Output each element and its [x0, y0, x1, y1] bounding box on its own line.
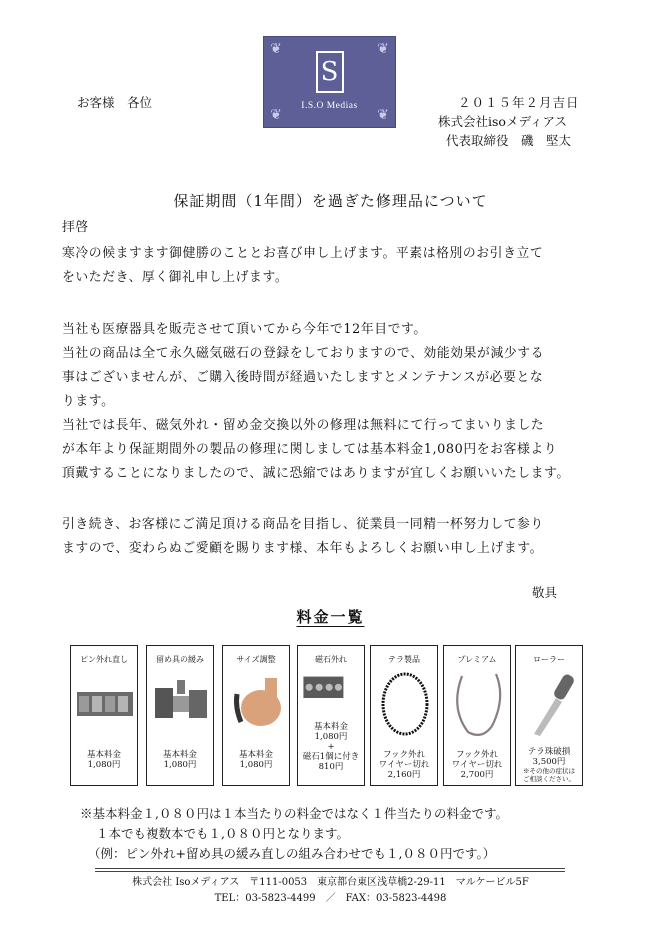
price-card [297, 645, 365, 786]
price-line: 1,080円 [314, 732, 348, 742]
black-necklace-image [375, 668, 435, 738]
card-price [223, 750, 289, 770]
clasp-image [151, 668, 211, 738]
greeting: 拝啓 [62, 220, 89, 235]
addressee: お客様 各位 [77, 95, 153, 110]
note-line: （例：ピン外れ+留め具の緩み直しの組み合わせでも１,０８０円です。） [88, 846, 496, 861]
card-label: ピン外れ直し [80, 655, 128, 664]
price-line: ※その他の症状は [523, 767, 575, 775]
note-line: １本でも複数本でも１,０８０円となります。 [96, 826, 349, 841]
card-price [371, 750, 437, 780]
body-line: 当社では長年、磁気外れ・留め金交換以外の修理は無料にて行ってまいりました [62, 418, 545, 433]
body-line: 寒冷の候ますます御健勝のこととお喜び申し上げます。平素は格別のお引き立て [62, 246, 544, 261]
price-line: + [327, 742, 335, 752]
price-line: 1,080円 [163, 760, 197, 770]
price-card [515, 645, 583, 786]
body-line: をいただき、厚く御礼申し上げます。 [62, 270, 289, 285]
price-line: フック外れ [383, 750, 425, 760]
card-price [444, 750, 510, 780]
body-line: ります。 [62, 394, 115, 409]
footer-divider [95, 871, 565, 872]
silver-necklace-image [448, 668, 508, 738]
bracelet-links-image [75, 668, 135, 738]
price-line: 基本料金 [86, 750, 121, 760]
price-card [443, 645, 511, 786]
card-label: サイズ調整 [236, 655, 276, 664]
body-line: が本年より保証期間外の製品の修理に関しましては基本料金1,080円をお客様より [62, 442, 558, 457]
price-card [370, 645, 438, 786]
price-card [222, 645, 290, 786]
price-line: テラ珠破損 [527, 747, 571, 757]
body-line: 当社の商品は全て永久磁気磁石の登録をしておりますので、効能効果が減少する [62, 346, 545, 361]
card-label: ローラー [533, 655, 565, 664]
price-line: ワイヤー切れ [378, 760, 430, 770]
price-line: 1,080円 [87, 760, 121, 770]
card-price [71, 750, 137, 770]
price-line: 1,080円 [239, 760, 273, 770]
price-line: 2,700円 [460, 770, 494, 780]
magnet-links-image [302, 668, 345, 718]
price-line: 基本料金 [238, 750, 273, 760]
corner-ornament-icon: ❦ [270, 41, 282, 57]
price-list-title-text: 料金一覧 [296, 608, 365, 626]
price-list-title [0, 606, 661, 627]
card-price [298, 722, 364, 772]
letter-date: ２０１５年２月吉日 [458, 95, 580, 110]
body-line: 事はございませんが、ご購入後時間が経過いたしますとメンテナンスが必要とな [62, 370, 544, 385]
company-name: 株式会社isoメディアス [438, 114, 567, 129]
price-line: 基本料金 [162, 750, 197, 760]
price-line: 810円 [318, 762, 344, 772]
corner-ornament-icon: ❦ [270, 107, 282, 123]
bracelet-on-wrist-image [227, 668, 287, 738]
footer-address: 株式会社 Isoメディアス 〒111-0053 東京都台東区浅草橋2-29-11 マルケービル5F [132, 877, 529, 888]
price-line: 基本料金 [313, 722, 348, 732]
company-logo [263, 36, 396, 128]
logo-mark: S [316, 51, 344, 93]
closing: 敬具 [532, 585, 558, 600]
card-price [516, 748, 582, 783]
price-line: 3,500円 [532, 756, 566, 767]
card-label: 磁石外れ [315, 655, 347, 664]
price-line: 2,160円 [387, 770, 421, 780]
ceo-name: 代表取締役 磯 堅太 [446, 133, 572, 148]
footer-contact: TEL：03-5823-4499 ／ FAX：03-5823-4498 [214, 893, 447, 904]
price-line: フック外れ [456, 750, 498, 760]
price-line: 磁石1個に付き [302, 752, 360, 762]
price-card [146, 645, 214, 786]
card-price [147, 750, 213, 770]
body-line: 頂戴することになりましたので、誠に恐縮ではありますが宜しくお願いいたします。 [62, 466, 570, 481]
footer-divider [95, 868, 565, 869]
letter-title: 保証期間（1年間）を過ぎた修理品について [173, 192, 488, 210]
card-label: テラ製品 [388, 655, 420, 664]
body-line: ますので、変わらぬご愛顧を賜ります様、本年もよろしくお願い申し上げます。 [62, 541, 544, 556]
card-label: 留め具の緩み [156, 655, 204, 664]
corner-ornament-icon: ❦ [377, 41, 389, 57]
card-label: プレミアム [457, 655, 497, 664]
body-line: 当社も医療器具を販売させて頂いてから今年で12年目です。 [62, 322, 427, 337]
corner-ornament-icon: ❦ [377, 107, 389, 123]
price-line: ご相談ください。 [523, 775, 575, 783]
logo-name: I.S.O Medias [301, 101, 358, 111]
roller-image [520, 668, 580, 738]
price-line: ワイヤー切れ [451, 760, 503, 770]
price-card [70, 645, 138, 786]
body-line: 引き続き、お客様にご満足頂ける商品を目指し、従業員一同精一杯努力して参り [62, 517, 544, 532]
note-line: ※基本料金１,０８０円は１本当たりの料金ではなく１件当たりの料金です。 [80, 806, 508, 821]
